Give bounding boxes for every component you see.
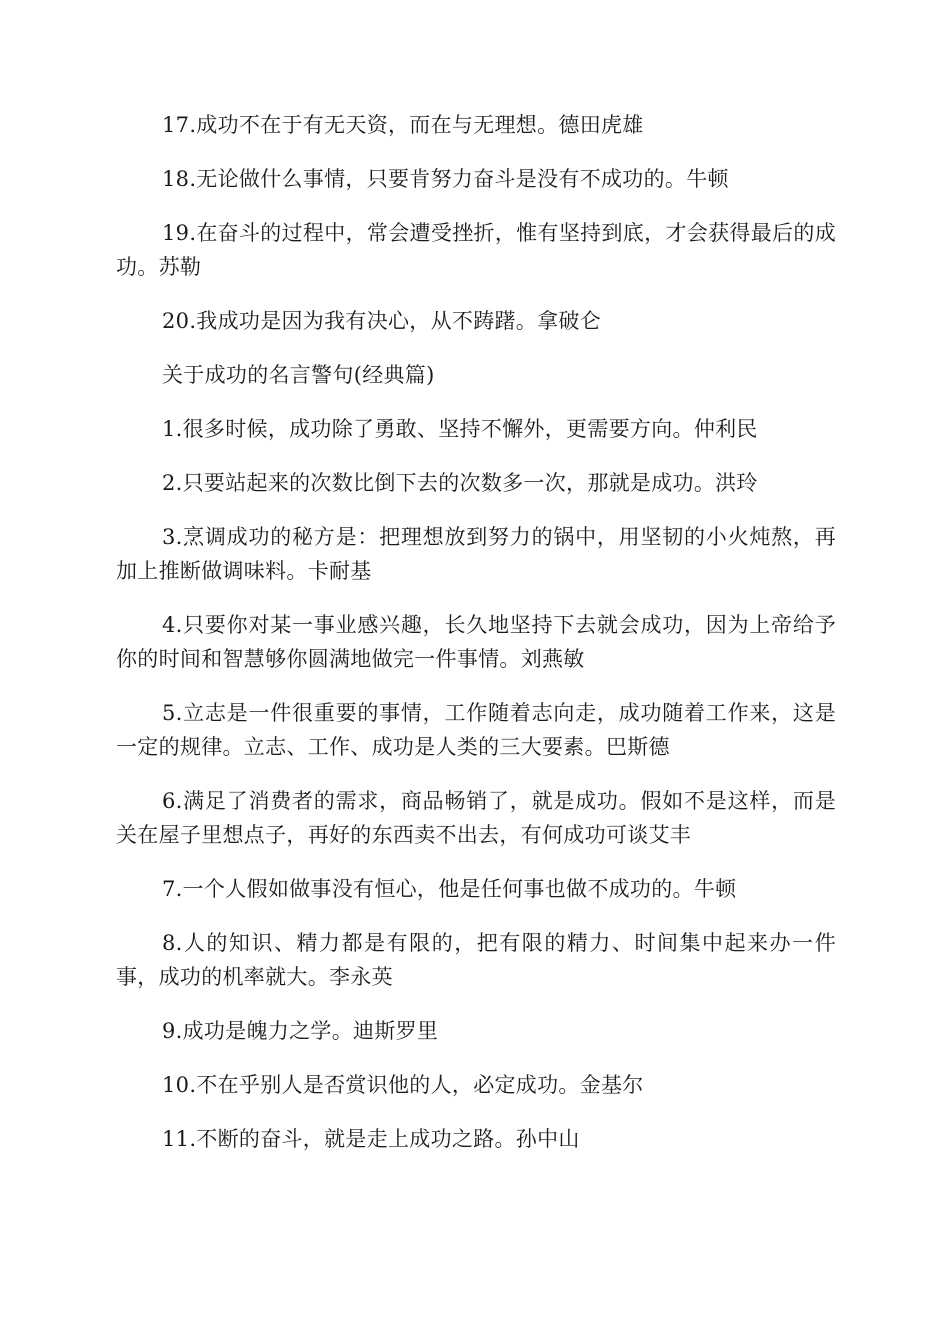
quote-19: 19.在奋斗的过程中，常会遭受挫折，惟有坚持到底，才会获得最后的成功。苏勒 [116,221,836,279]
quote-10: 10.不在乎别人是否赏识他的人，必定成功。金基尔 [162,1073,644,1097]
quote-4: 4.只要你对某一事业感兴趣，长久地坚持下去就会成功，因为上帝给予你的时间和智慧够你圆满地做完一件事情。刘燕敏 [116,613,836,671]
quote-1: 1.很多时候，成功除了勇敢、坚持不懈外，更需要方向。仲利民 [162,417,758,441]
quote-17: 17.成功不在于有无天资，而在与无理想。德田虎雄 [162,113,644,137]
quote-6: 6.满足了消费者的需求，商品畅销了，就是成功。假如不是这样，而是关在屋子里想点子，再好的东西卖不出去，有何成功可谈艾丰 [116,789,836,847]
quote-7: 7.一个人假如做事没有恒心，他是任何事也做不成功的。牛顿 [162,877,737,901]
quote-18: 18.无论做什么事情，只要肯努力奋斗是没有不成功的。牛顿 [162,167,729,191]
section-heading: 关于成功的名言警句(经典篇) [162,363,435,387]
quote-11: 11.不断的奋斗，就是走上成功之路。孙中山 [162,1127,580,1151]
quote-8: 8.人的知识、精力都是有限的，把有限的精力、时间集中起来办一件事，成功的机率就大。李永英 [116,931,836,989]
quote-5: 5.立志是一件很重要的事情，工作随着志向走，成功随着工作来，这是一定的规律。立志、工作、成功是人类的三大要素。巴斯德 [116,701,836,759]
quote-20: 20.我成功是因为我有决心，从不踌躇。拿破仑 [162,309,601,333]
quote-3: 3.烹调成功的秘方是：把理想放到努力的锅中，用坚韧的小火炖熬，再加上推断做调味料。卡耐基 [116,525,836,583]
document-body [116,108,836,1176]
quote-9: 9.成功是魄力之学。迪斯罗里 [162,1019,439,1043]
quote-2: 2.只要站起来的次数比倒下去的次数多一次，那就是成功。洪玲 [162,471,758,495]
